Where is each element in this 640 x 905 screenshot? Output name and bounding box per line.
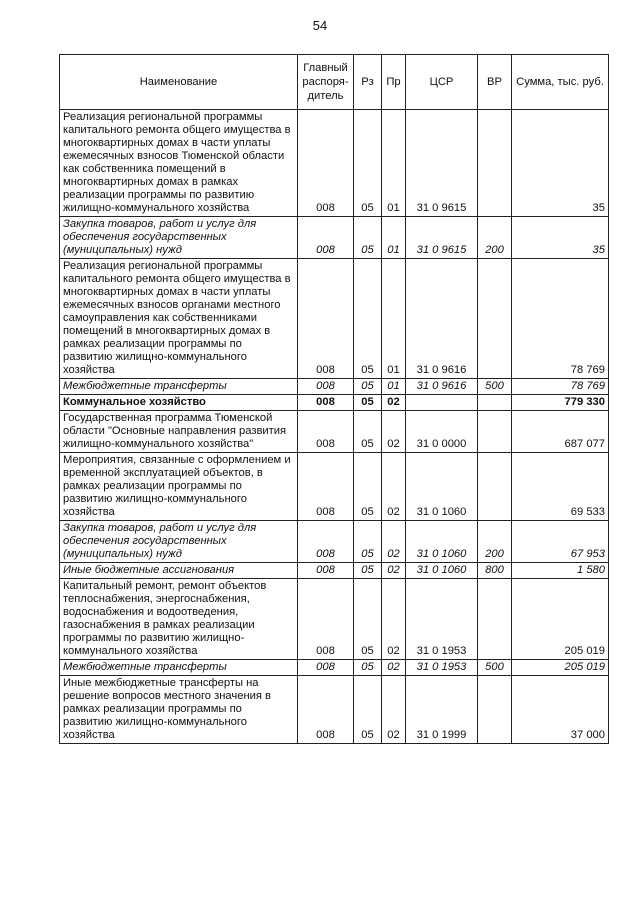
cell-sum: 69 533 bbox=[512, 453, 609, 521]
cell-name: Иные межбюджетные трансферты на решение вопросов местного значения в рамках реализации программы по развитию жилищно-коммунального хозяйства bbox=[60, 676, 298, 744]
table-row bbox=[60, 411, 609, 453]
header-pr: Пр bbox=[382, 55, 406, 110]
table-row bbox=[60, 563, 609, 579]
cell-glava: 008 bbox=[298, 660, 354, 676]
cell-vr: 800 bbox=[478, 563, 512, 579]
cell-glava: 008 bbox=[298, 395, 354, 411]
cell-csr: 31 0 1953 bbox=[406, 579, 478, 660]
cell-rz: 05 bbox=[354, 110, 382, 217]
table-row bbox=[60, 217, 609, 259]
header-rz: Рз bbox=[354, 55, 382, 110]
cell-glava: 008 bbox=[298, 521, 354, 563]
table-row bbox=[60, 395, 609, 411]
cell-pr: 01 bbox=[382, 110, 406, 217]
cell-csr: 31 0 9615 bbox=[406, 217, 478, 259]
table-row bbox=[60, 676, 609, 744]
cell-name: Государственная программа Тюменской области "Основные направления развития жилищно-коммунального хозяйства" bbox=[60, 411, 298, 453]
cell-vr bbox=[478, 411, 512, 453]
cell-rz: 05 bbox=[354, 579, 382, 660]
cell-vr bbox=[478, 395, 512, 411]
cell-rz: 05 bbox=[354, 563, 382, 579]
cell-glava: 008 bbox=[298, 453, 354, 521]
cell-sum: 205 019 bbox=[512, 660, 609, 676]
cell-sum: 1 580 bbox=[512, 563, 609, 579]
table-body bbox=[60, 110, 609, 744]
cell-glava: 008 bbox=[298, 259, 354, 379]
cell-csr: 31 0 9615 bbox=[406, 110, 478, 217]
cell-vr bbox=[478, 259, 512, 379]
cell-rz: 05 bbox=[354, 453, 382, 521]
cell-vr bbox=[478, 579, 512, 660]
header-vr: ВР bbox=[478, 55, 512, 110]
cell-vr bbox=[478, 453, 512, 521]
cell-glava: 008 bbox=[298, 563, 354, 579]
cell-sum: 35 bbox=[512, 217, 609, 259]
cell-sum: 687 077 bbox=[512, 411, 609, 453]
cell-rz: 05 bbox=[354, 259, 382, 379]
cell-sum: 35 bbox=[512, 110, 609, 217]
cell-name: Закупка товаров, работ и услуг для обеспечения государственных (муниципальных) нужд bbox=[60, 521, 298, 563]
cell-name: Межбюджетные трансферты bbox=[60, 660, 298, 676]
cell-csr: 31 0 9616 bbox=[406, 379, 478, 395]
cell-vr: 200 bbox=[478, 521, 512, 563]
cell-glava: 008 bbox=[298, 676, 354, 744]
cell-pr: 02 bbox=[382, 453, 406, 521]
cell-csr: 31 0 1999 bbox=[406, 676, 478, 744]
cell-csr: 31 0 1060 bbox=[406, 453, 478, 521]
cell-vr bbox=[478, 676, 512, 744]
header-csr: ЦСР bbox=[406, 55, 478, 110]
cell-vr: 500 bbox=[478, 660, 512, 676]
cell-pr: 02 bbox=[382, 395, 406, 411]
cell-vr: 200 bbox=[478, 217, 512, 259]
table-row bbox=[60, 379, 609, 395]
cell-sum: 78 769 bbox=[512, 259, 609, 379]
page-number: 54 bbox=[312, 18, 328, 33]
cell-name: Реализация региональной программы капитального ремонта общего имущества в многоквартирных домах в части уплаты ежемесячных взносов органами местного самоуправления как собственниками помещений в многоквартирных домах в рамках реализации программы по развитию жилищно-коммунального хозяйства bbox=[60, 259, 298, 379]
cell-name: Реализация региональной программы капитального ремонта общего имущества в многоквартирных домах в части уплаты ежемесячных взносов Тюменской области как собственника помещений в многоквартирных домах в рамках реализации программы по развитию жилищно-коммунального хозяйства bbox=[60, 110, 298, 217]
cell-csr bbox=[406, 395, 478, 411]
cell-name: Мероприятия, связанные с оформлением и временной эксплуатацией объектов, в рамках реализации программы по развитию жилищно-коммунального хозяйства bbox=[60, 453, 298, 521]
cell-name: Капитальный ремонт, ремонт объектов теплоснабжения, энергоснабжения, водоснабжения и водоотведения, газоснабжения в рамках реализации программы по развитию жилищно-коммунального хозяйства bbox=[60, 579, 298, 660]
cell-pr: 01 bbox=[382, 379, 406, 395]
header-name: Наименование bbox=[60, 55, 298, 110]
cell-csr: 31 0 1060 bbox=[406, 563, 478, 579]
cell-vr: 500 bbox=[478, 379, 512, 395]
cell-rz: 05 bbox=[354, 676, 382, 744]
cell-rz: 05 bbox=[354, 395, 382, 411]
header-glava: Главный распоря-дитель bbox=[298, 55, 354, 110]
cell-name: Межбюджетные трансферты bbox=[60, 379, 298, 395]
cell-csr: 31 0 9616 bbox=[406, 259, 478, 379]
cell-pr: 02 bbox=[382, 660, 406, 676]
cell-csr: 31 0 1953 bbox=[406, 660, 478, 676]
cell-sum: 205 019 bbox=[512, 579, 609, 660]
cell-pr: 02 bbox=[382, 411, 406, 453]
table-row bbox=[60, 521, 609, 563]
cell-sum: 67 953 bbox=[512, 521, 609, 563]
cell-pr: 01 bbox=[382, 259, 406, 379]
cell-name: Коммунальное хозяйство bbox=[60, 395, 298, 411]
cell-rz: 05 bbox=[354, 660, 382, 676]
cell-rz: 05 bbox=[354, 379, 382, 395]
cell-sum: 78 769 bbox=[512, 379, 609, 395]
cell-sum: 37 000 bbox=[512, 676, 609, 744]
cell-rz: 05 bbox=[354, 411, 382, 453]
cell-glava: 008 bbox=[298, 379, 354, 395]
cell-pr: 02 bbox=[382, 563, 406, 579]
cell-rz: 05 bbox=[354, 217, 382, 259]
cell-sum: 779 330 bbox=[512, 395, 609, 411]
cell-name: Иные бюджетные ассигнования bbox=[60, 563, 298, 579]
table-row bbox=[60, 453, 609, 521]
header-sum: Сумма, тыс. руб. bbox=[512, 55, 609, 110]
cell-pr: 02 bbox=[382, 521, 406, 563]
table-row bbox=[60, 660, 609, 676]
header-row bbox=[60, 55, 609, 110]
cell-glava: 008 bbox=[298, 110, 354, 217]
table-row bbox=[60, 110, 609, 217]
cell-glava: 008 bbox=[298, 217, 354, 259]
table-row bbox=[60, 579, 609, 660]
cell-name: Закупка товаров, работ и услуг для обеспечения государственных (муниципальных) нужд bbox=[60, 217, 298, 259]
cell-pr: 02 bbox=[382, 579, 406, 660]
cell-csr: 31 0 1060 bbox=[406, 521, 478, 563]
budget-table bbox=[59, 54, 609, 744]
table-row bbox=[60, 259, 609, 379]
cell-pr: 01 bbox=[382, 217, 406, 259]
cell-pr: 02 bbox=[382, 676, 406, 744]
cell-glava: 008 bbox=[298, 411, 354, 453]
cell-glava: 008 bbox=[298, 579, 354, 660]
cell-csr: 31 0 0000 bbox=[406, 411, 478, 453]
cell-rz: 05 bbox=[354, 521, 382, 563]
cell-vr bbox=[478, 110, 512, 217]
